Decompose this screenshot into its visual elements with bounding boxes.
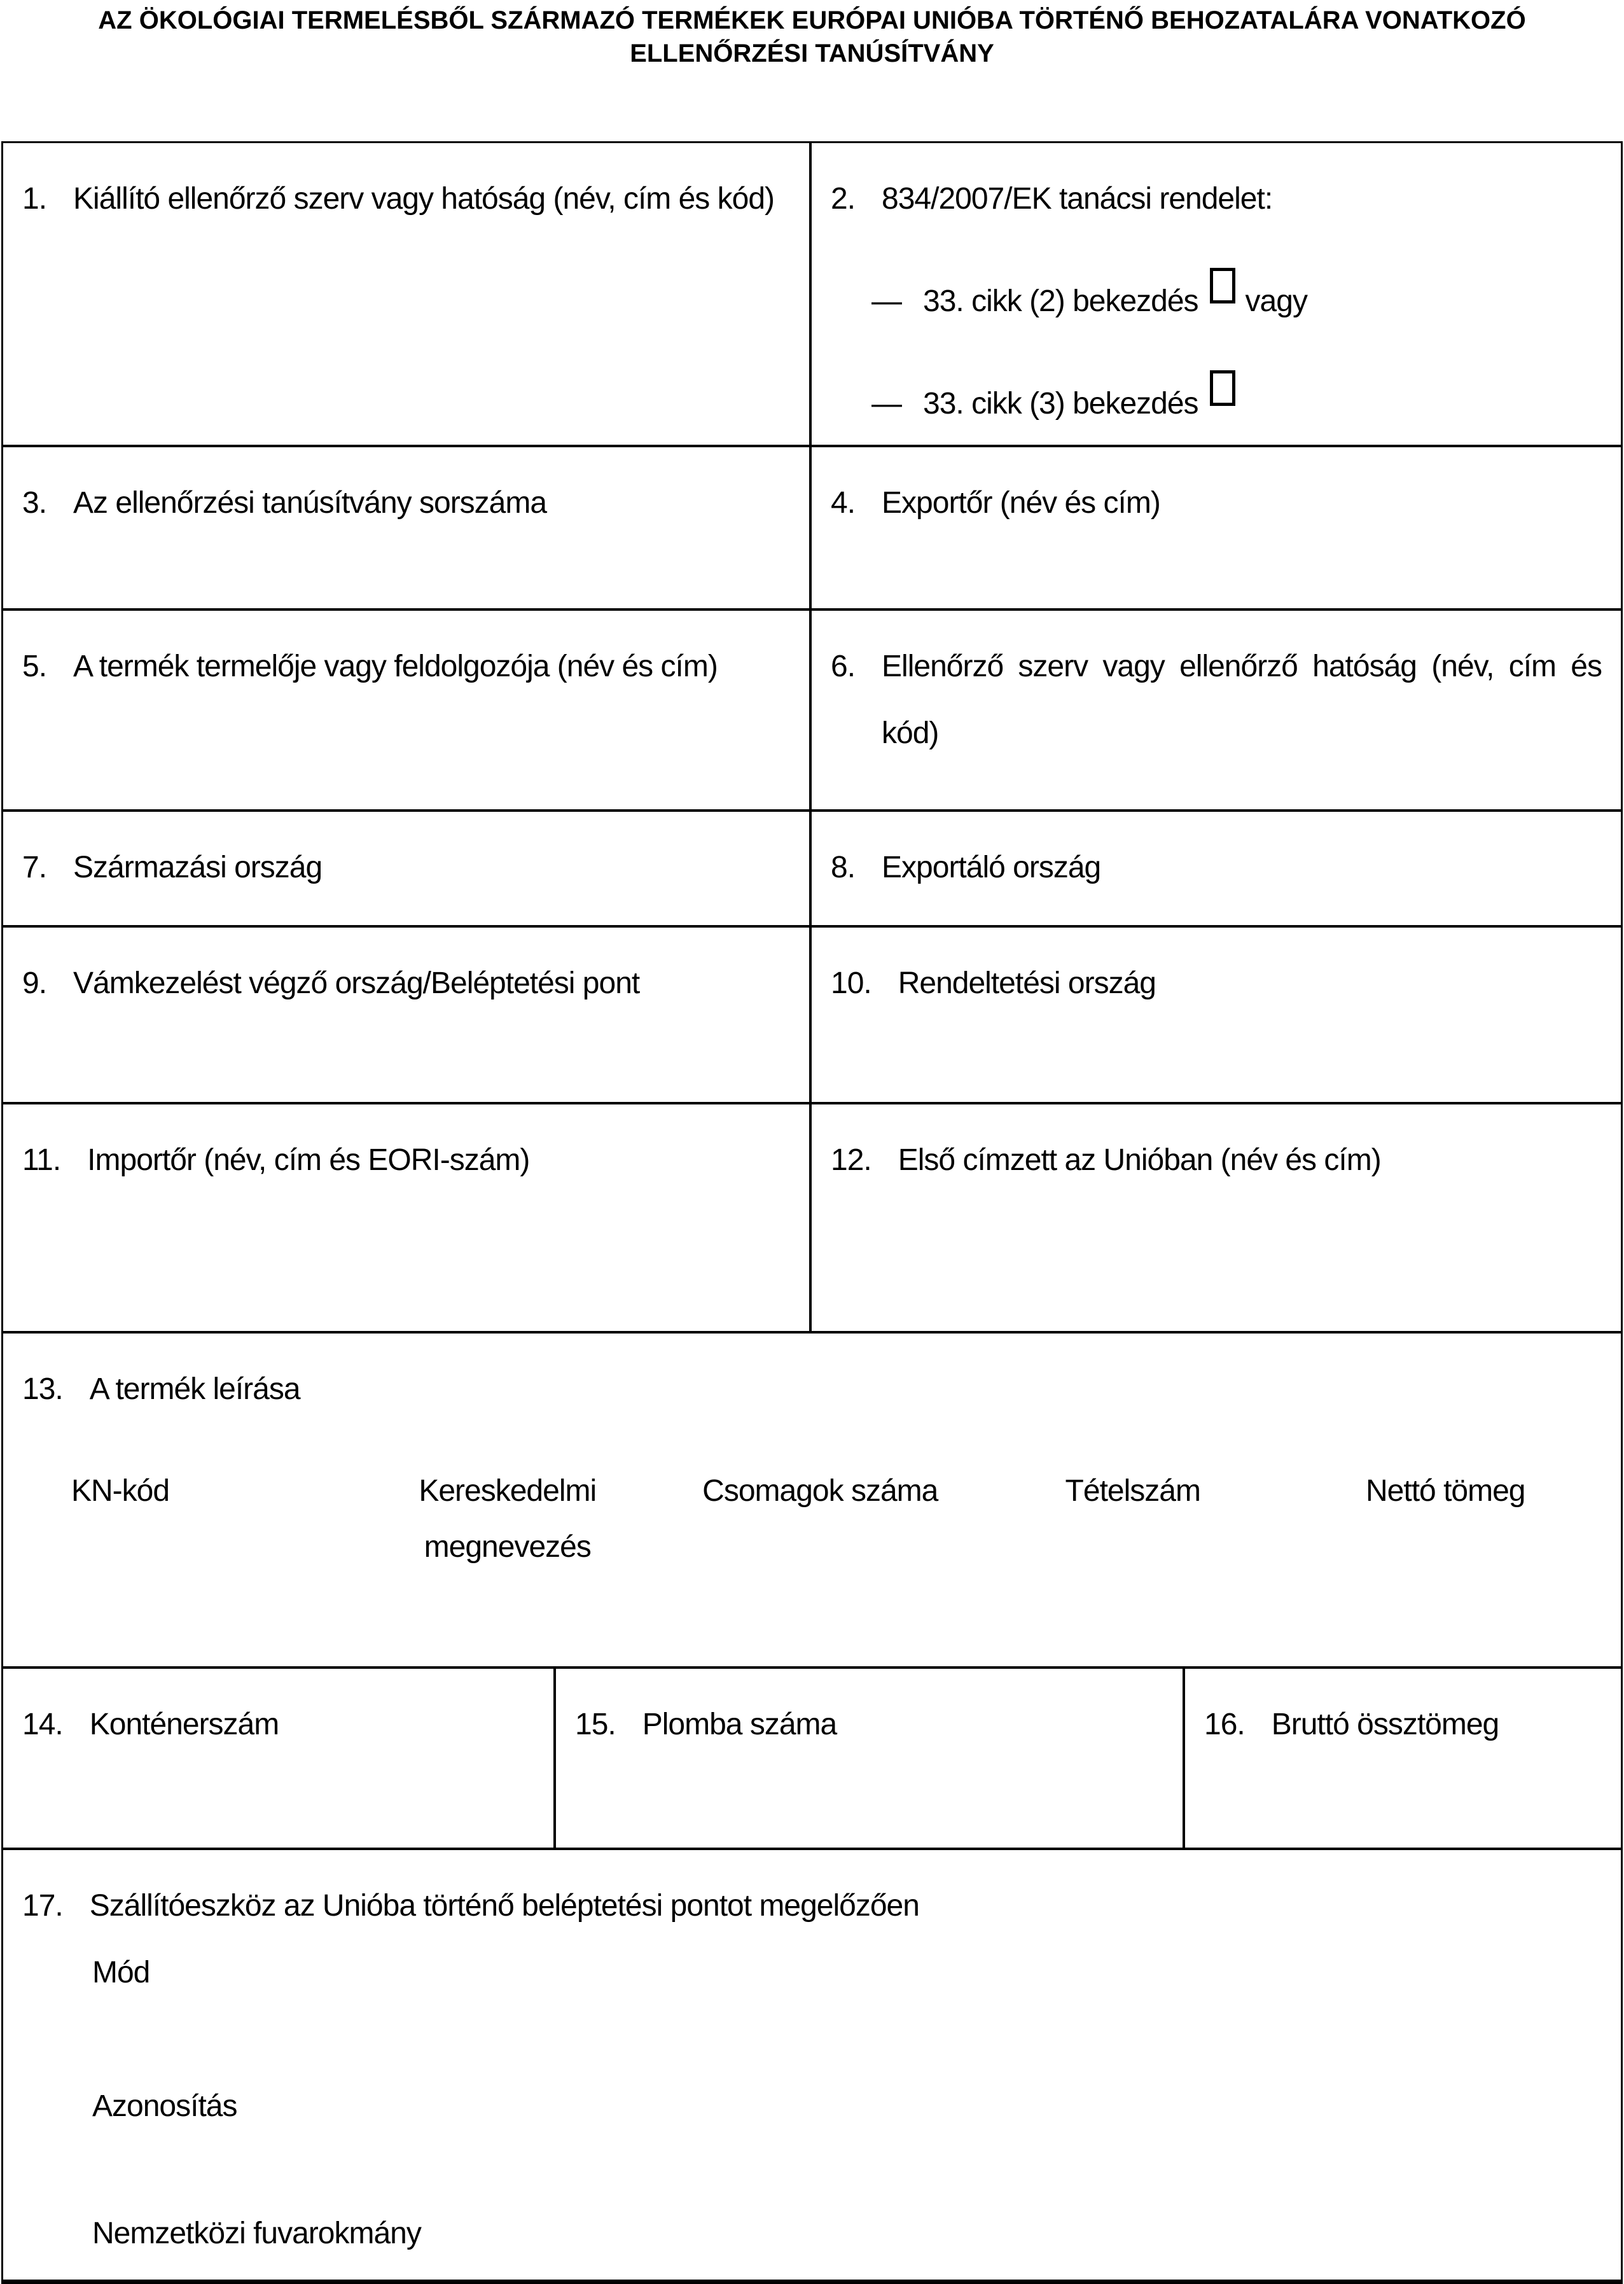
field-1-number: 1. xyxy=(22,182,47,216)
field-8-exporting-country xyxy=(812,812,1621,925)
field-2-regulation xyxy=(812,143,1621,445)
option-article-33-2 xyxy=(871,268,1602,335)
column-package-count: Csomagok száma xyxy=(702,1474,938,1508)
field-16-label: Bruttó össztömeg xyxy=(1271,1708,1499,1741)
certificate-form-table xyxy=(1,141,1623,2284)
option-article-33-2-suffix: vagy xyxy=(1245,284,1307,318)
field-17-number: 17. xyxy=(22,1889,63,1923)
field-15-number: 15. xyxy=(575,1708,616,1741)
field-15-label: Plomba száma xyxy=(642,1708,837,1741)
row-8 xyxy=(3,1669,1621,1850)
field-17-label: Szállítóeszköz az Unióba történő beléptetési pontot megelőzően xyxy=(89,1889,919,1923)
field-16-gross-weight xyxy=(1185,1669,1621,1848)
field-5-number: 5. xyxy=(22,650,47,683)
document-title-line-1: AZ ÖKOLÓGIAI TERMELÉSBŐL SZÁRMAZÓ TERMÉKEK EURÓPAI UNIÓBA TÖRTÉNŐ BEHOZATALÁRA VONATKOZÓ xyxy=(98,6,1526,34)
column-net-weight: Nettó tömeg xyxy=(1366,1474,1525,1508)
field-9-customs-country-entry-point xyxy=(3,928,812,1102)
row-7 xyxy=(3,1333,1621,1669)
field-8-label: Exportáló ország xyxy=(882,851,1101,884)
field-7-label: Származási ország xyxy=(73,851,323,884)
field-10-label: Rendeltetési ország xyxy=(898,966,1156,1000)
field-11-number: 11. xyxy=(22,1143,61,1177)
field-10-destination-country xyxy=(812,928,1621,1102)
field-13-label: A termék leírása xyxy=(89,1372,300,1406)
dash-icon: — xyxy=(871,284,901,318)
field-11-importer xyxy=(3,1104,812,1331)
field-9-number: 9. xyxy=(22,966,47,1000)
field-11-label: Importőr (név, cím és EORI-szám) xyxy=(87,1143,530,1177)
field-14-label: Konténerszám xyxy=(89,1708,279,1741)
field-3-certificate-serial xyxy=(3,447,812,608)
row-3 xyxy=(3,611,1621,812)
field-5-producer-processor xyxy=(3,611,812,809)
field-6-control-body xyxy=(812,611,1621,809)
column-trade-name: Kereskedelmi megnevezés xyxy=(419,1474,597,1564)
row-5 xyxy=(3,928,1621,1104)
row-6 xyxy=(3,1104,1621,1333)
field-12-number: 12. xyxy=(831,1143,871,1177)
field-16-number: 16. xyxy=(1204,1708,1245,1741)
row-2 xyxy=(3,447,1621,611)
product-columns-header xyxy=(22,1463,1602,1575)
field-17-identification: Azonosítás xyxy=(92,2089,237,2123)
field-17-international-transport-document: Nemzetközi fuvarokmány xyxy=(92,2217,421,2250)
field-6-number: 6. xyxy=(831,650,856,683)
field-3-label: Az ellenőrzési tanúsítvány sorszáma xyxy=(73,486,547,520)
field-17-means-of-transport xyxy=(3,1850,1621,2280)
field-4-number: 4. xyxy=(831,486,856,520)
column-kn-code: KN-kód xyxy=(71,1474,170,1508)
field-1-label: Kiállító ellenőrző szerv vagy hatóság (név, cím és kód) xyxy=(73,182,774,216)
row-9 xyxy=(3,1850,1621,2280)
option-article-33-3-label: 33. cikk (3) bekezdés xyxy=(923,387,1198,421)
field-5-label: A termék termelője vagy feldolgozója (név és cím) xyxy=(73,650,718,683)
document-title xyxy=(0,0,1624,70)
field-17-mode: Mód xyxy=(92,1956,150,1989)
field-3-number: 3. xyxy=(22,486,47,520)
row-4 xyxy=(3,812,1621,928)
field-6-label: Ellenőrző szerv vagy ellenőrző hatóság (név, cím és kód) xyxy=(882,650,1602,750)
article-33-3-checkbox[interactable] xyxy=(1210,370,1235,406)
document-title-line-2: ELLENŐRZÉSI TANÚSÍTVÁNY xyxy=(630,39,994,67)
field-12-first-consignee xyxy=(812,1104,1621,1331)
field-15-seal-number xyxy=(556,1669,1185,1848)
field-4-exporter xyxy=(812,447,1621,608)
field-10-number: 10. xyxy=(831,966,871,1000)
field-2-label: 834/2007/EK tanácsi rendelet: xyxy=(882,182,1273,216)
field-12-label: Első címzett az Unióban (név és cím) xyxy=(898,1143,1381,1177)
field-2-number: 2. xyxy=(831,182,856,216)
dash-icon: — xyxy=(871,387,901,421)
column-lot-number: Tételszám xyxy=(1065,1474,1200,1508)
field-9-label: Vámkezelést végző ország/Beléptetési pont xyxy=(73,966,640,1000)
field-8-number: 8. xyxy=(831,851,856,884)
option-article-33-3 xyxy=(871,370,1602,437)
field-4-label: Exportőr (név és cím) xyxy=(882,486,1160,520)
field-13-product-description xyxy=(3,1333,1621,1666)
option-article-33-2-label: 33. cikk (2) bekezdés xyxy=(923,284,1198,318)
field-7-number: 7. xyxy=(22,851,47,884)
field-7-country-of-origin xyxy=(3,812,812,925)
field-1-issuing-body xyxy=(3,143,812,445)
field-14-number: 14. xyxy=(22,1708,63,1741)
field-14-container-number xyxy=(3,1669,556,1848)
article-33-2-checkbox[interactable] xyxy=(1210,268,1235,303)
row-1 xyxy=(3,143,1621,447)
field-13-number: 13. xyxy=(22,1372,63,1406)
